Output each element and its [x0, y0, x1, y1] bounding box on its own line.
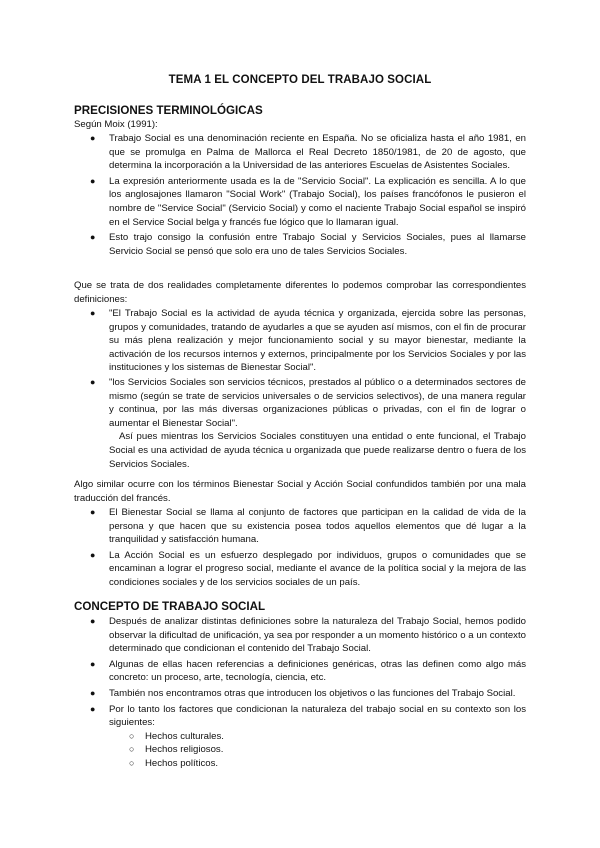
bullet-icon: ● — [90, 549, 96, 560]
bullet-icon: ● — [90, 308, 96, 318]
bullet-icon: ● — [90, 507, 96, 517]
intro-text: Según Moix (1991): — [74, 119, 158, 130]
concepto-list — [74, 615, 526, 771]
list-item-text: Por lo tanto los factores que condicionan la naturaleza del trabajo social en su contexto son los siguientes: — [109, 703, 526, 729]
list-item — [74, 658, 526, 685]
list-item-text: El Bienestar Social se llama al conjunto de factores que participan en la calidad de vida de la persona y que hacen que su existencia posea todos aquellos elementos que dé lugar a la tranquilidad y satisfacción humana. — [109, 507, 526, 546]
list-item — [74, 615, 526, 656]
precisiones-list — [74, 132, 526, 258]
bienestar-list — [74, 506, 526, 590]
circle-bullet-icon: ○ — [129, 744, 135, 755]
list-item — [74, 231, 526, 258]
paragraph-definiciones: Que se trata de dos realidades completamente diferentes lo podemos comprobar las correspondientes definiciones: — [74, 280, 526, 305]
bullet-icon: ● — [90, 616, 96, 626]
bullet-icon: ● — [90, 703, 96, 714]
list-item — [74, 549, 526, 590]
factores-sublist — [109, 730, 526, 771]
list-item — [74, 687, 526, 701]
bullet-icon: ● — [90, 658, 96, 669]
sublist-item-text: Hechos políticos. — [145, 757, 219, 769]
section-heading-precisiones: PRECISIONES TERMINOLÓGICAS — [74, 104, 263, 117]
list-item-text: Esto trajo consigo la confusión entre Trabajo Social y Servicios Sociales, pues al llamarse Servicio Social se pensó que solo era uno de tales Servicios Sociales. — [109, 232, 526, 257]
circle-bullet-icon: ○ — [129, 757, 135, 768]
bullet-icon: ● — [90, 232, 96, 243]
bullet-icon: ● — [90, 376, 96, 387]
definition-note — [74, 430, 526, 471]
sublist-item-text: Hechos culturales. — [145, 730, 224, 742]
list-item-text: La Acción Social es un esfuerzo desplegado por individuos, grupos o comunidades que se encaminan a lograr el progreso social, mediante el avance de la política social y la mejora de las condiciones sociales y de los servicios sociales de un país. — [109, 549, 526, 588]
list-item — [74, 175, 526, 229]
sublist-item — [109, 743, 526, 757]
sublist-item-text: Hechos religiosos. — [145, 744, 224, 756]
paragraph-bienestar: Algo similar ocurre con los términos Bienestar Social y Acción Social confundidos también por una mala traducción del francés. — [74, 479, 526, 504]
section-heading-concepto: CONCEPTO DE TRABAJO SOCIAL — [74, 600, 266, 613]
circle-bullet-icon: ○ — [129, 730, 135, 741]
list-item-text: Trabajo Social es una denominación reciente en España. No se oficializa hasta el año 1981, en que se promulga en Palma de Mallorca el Real Decreto 1850/1981, de 20 de agosto, que determina la incorporación a la Universidad de las anteriores Escuelas de Asistentes Sociales. — [109, 133, 526, 172]
bullet-icon: ● — [90, 175, 96, 186]
note-text: Así pues mientras los Servicios Sociales constituyen una entidad o ente funcional, el Trabajo Social es una actividad de ayuda técnica u organizada que puede realizarse dentro o fuera de los Servicios Sociales. — [109, 431, 526, 470]
list-item — [74, 307, 526, 375]
list-item-text: También nos encontramos otras que introducen los objetivos o las funciones del Trabajo Social. — [109, 687, 516, 699]
list-item-text: Algunas de ellas hacen referencias a definiciones genéricas, otras las definen como algo más concreto: un proceso, arte, tecnología, ciencia, etc. — [109, 658, 526, 684]
list-item — [74, 506, 526, 547]
list-item — [74, 703, 526, 771]
bullet-icon: ● — [90, 687, 96, 698]
list-item-text: "El Trabajo Social es la actividad de ayuda técnica y organizada, ejercida sobre las personas, grupos y comunidades, tratando de ayudarles a que se ayuden así mismos, con el fin de procurar su más plena realización y mejor funcionamiento social y su mayor bienestar, mediante la activación de los recursos internos y externos, principalmente por los Servicios Sociales y por las instituciones y los sistemas de Bienestar Social". — [109, 308, 526, 374]
bullet-icon: ● — [90, 133, 96, 143]
list-item — [74, 376, 526, 430]
list-item — [74, 132, 526, 173]
page-title: TEMA 1 EL CONCEPTO DEL TRABAJO SOCIAL — [168, 74, 432, 86]
sublist-item — [109, 757, 526, 771]
list-item-text: "los Servicios Sociales son servicios técnicos, prestados al público o a determinados sectores de mismo (según se trate de servicios universales o de servicios selectivos), de una manera regular y continua, por las más diversas organizaciones públicas o privadas, con el fin de lograr o aumentar el Bienestar Social". — [109, 376, 526, 429]
list-item-text: Después de analizar distintas definiciones sobre la naturaleza del Trabajo Social, hemos podido observar la dificultad de unificación, ya sea por responder a un momento histórico o a un contexto determinado que condicionan el contenido del Trabajo Social. — [109, 616, 526, 655]
sublist-item — [109, 730, 526, 744]
list-item-text: La expresión anteriormente usada es la de "Servicio Social". La explicación es sencilla. A lo que los anglosajones llamaron "Social Work" (Trabajo Social), los países francófonos le pusieron el nombre de "Service Social" (Servicio Social) y como el naciente Trabajo Social español se inspiró en el Service Social belga y francés fue lógico que lo llamaran igual. — [109, 175, 526, 228]
definitions-list — [74, 307, 526, 471]
